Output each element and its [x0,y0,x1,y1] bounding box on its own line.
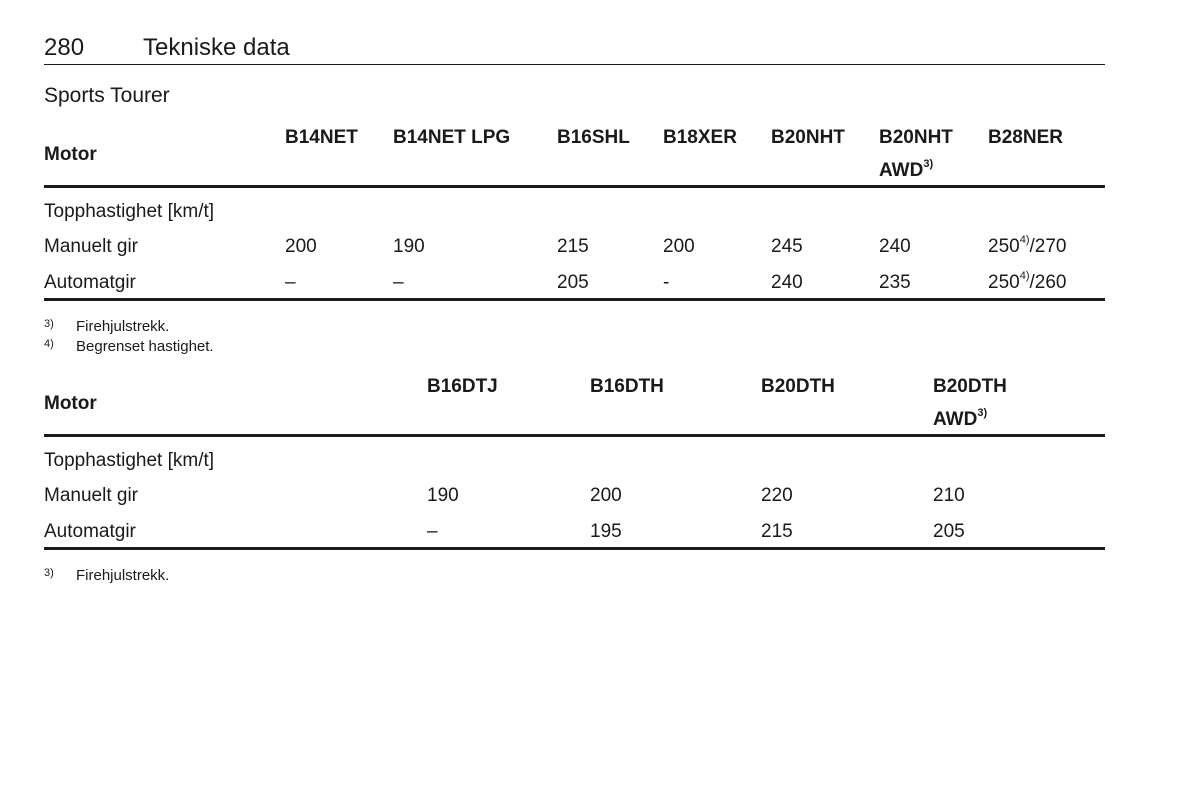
table-header-row [44,122,1105,188]
table-cell: - [663,272,670,293]
cell-value: 250 [988,272,1020,293]
table-body [44,437,1105,550]
table-cell: 240 [771,272,803,293]
cell-value: /260 [1029,272,1067,293]
cell-value: /270 [1029,236,1067,257]
footnote-mark: 3) [44,567,54,579]
footnote-text: Firehjulstrekk. [76,567,170,584]
table-body [44,188,1105,301]
page-number: 280 [44,34,85,61]
column-header [590,375,664,399]
motor-label: Motor [44,393,97,414]
column-name: B20DTH [761,376,835,397]
table-cell: 190 [393,236,425,257]
page-title: Tekniske data [143,34,290,61]
column-name: B16DTJ [427,376,498,397]
motor-label: Motor [44,144,97,165]
column-name: B20NHT [771,127,845,148]
column-header [427,375,498,399]
table-cell: 205 [933,521,965,542]
group-label: Topphastighet [km/t] [44,450,215,471]
table-cell: 220 [761,485,793,506]
footnote [44,567,644,587]
table-cell: – [285,272,296,293]
row-label: Manuelt gir [44,485,138,506]
column-name: B20DTH [933,376,1007,397]
table-cell: 215 [761,521,793,542]
cell-value: 250 [988,236,1020,257]
table-cell: – [427,521,438,542]
group-label: Topphastighet [km/t] [44,201,215,222]
footnote-ref: 3) [923,157,934,170]
table-cell: 205 [557,272,589,293]
row-label: Automatgir [44,521,136,542]
column-subname-text: AWD [879,160,924,181]
table-cell: 200 [590,485,622,506]
column-name: B14NET [285,127,358,148]
table-cell: – [393,272,404,293]
table-cell: 215 [557,236,589,257]
footnote-ref: 4) [1019,269,1030,282]
column-name: B18XER [663,127,737,148]
table-cell: 240 [879,236,911,257]
column-header [933,375,1007,432]
column-name: B14NET LPG [393,127,511,148]
column-header [988,126,1063,150]
footnote-ref: 4) [1019,233,1030,246]
table-cell: 190 [427,485,459,506]
table2-footnotes [44,567,644,587]
table-header-row [44,371,1105,437]
table-cell: 200 [663,236,695,257]
column-header [879,126,953,183]
footnote-text: Begrenset hastighet. [76,338,214,355]
column-subname-text: AWD [933,409,978,430]
table-cell: 235 [879,272,911,293]
column-header [285,126,358,150]
table-cell: 195 [590,521,622,542]
table-cell: 245 [771,236,803,257]
page-header [44,34,1105,65]
top-speed-table-petrol [44,122,1105,301]
column-name: B16SHL [557,127,630,148]
top-speed-table-diesel [44,371,1105,550]
column-name: B16DTH [590,376,664,397]
column-header [771,126,845,150]
column-name: B28NER [988,127,1063,148]
footnote [44,338,644,358]
footnote-mark: 4) [44,338,54,350]
column-subname [933,408,1007,432]
column-header [557,126,630,150]
footnote-ref: 3) [977,406,988,419]
column-header [393,126,510,150]
column-subname [879,159,953,183]
footnote-mark: 3) [44,318,54,330]
footnote [44,318,644,338]
table-cell: 210 [933,485,965,506]
section-title: Sports Tourer [44,84,170,107]
table-cell: 200 [285,236,317,257]
column-header [663,126,737,150]
footnote-text: Firehjulstrekk. [76,318,170,335]
table-cell [988,271,1066,295]
row-label: Manuelt gir [44,236,138,257]
row-label: Automatgir [44,272,136,293]
column-name: B20NHT [879,127,953,148]
table-cell [988,235,1066,259]
table1-footnotes [44,318,644,358]
column-header [761,375,835,399]
